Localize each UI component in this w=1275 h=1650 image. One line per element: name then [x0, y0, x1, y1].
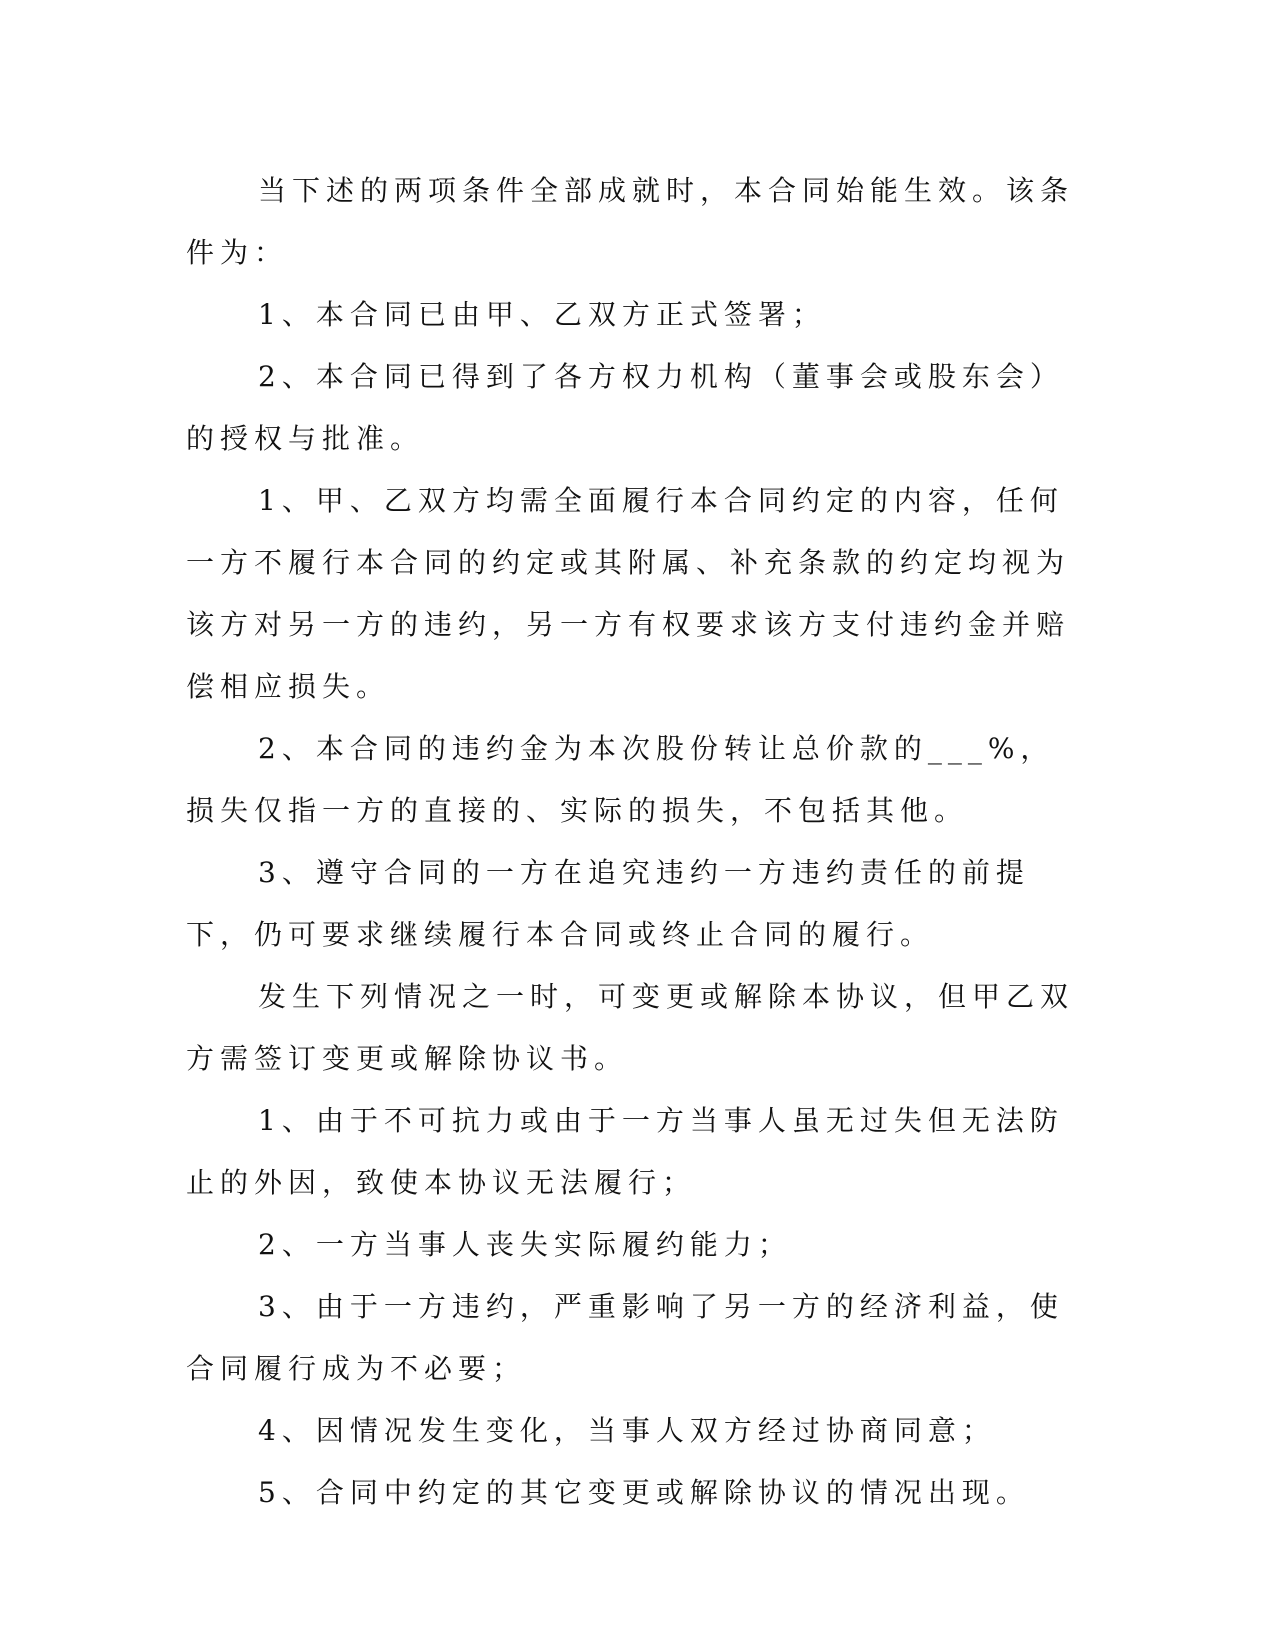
paragraph-breach-3: 3、遵守合同的一方在追究违约一方违约责任的前提下，仍可要求继续履行本合同或终止合同的履行。: [186, 856, 1030, 951]
document-body: [186, 160, 1086, 1524]
paragraph-effective-conditions: 当下述的两项条件全部成就时，本合同始能生效。该条件为：: [186, 174, 1075, 269]
paragraph-change-3: 3、由于一方违约，严重影响了另一方的经济利益，使合同履行成为不必要；: [186, 1290, 1064, 1385]
paragraph-change-2: 2、一方当事人丧失实际履约能力；: [258, 1228, 792, 1261]
paragraph-breach-1: 1、甲、乙双方均需全面履行本合同约定的内容，任何一方不履行本合同的约定或其附属、补充条款的约定均视为该方对另一方的违约，另一方有权要求该方支付违约金并赔偿相应损失。: [186, 484, 1071, 703]
paragraph-condition-1: 1、本合同已由甲、乙双方正式签署；: [258, 298, 826, 331]
paragraph-change-1: 1、由于不可抗力或由于一方当事人虽无过失但无法防止的外因，致使本协议无法履行；: [186, 1104, 1064, 1199]
paragraph-condition-2: 2、本合同已得到了各方权力机构（董事会或股东会）的授权与批准。: [186, 360, 1064, 455]
paragraph-change-termination: 发生下列情况之一时，可变更或解除本协议，但甲乙双方需签订变更或解除协议书。: [186, 980, 1075, 1075]
paragraph-change-5: 5、合同中约定的其它变更或解除协议的情况出现。: [258, 1476, 1030, 1509]
paragraph-breach-2: 2、本合同的违约金为本次股份转让总价款的___%，损失仅指一方的直接的、实际的损失，不包括其他。: [186, 732, 1055, 827]
paragraph-change-4: 4、因情况发生变化，当事人双方经过协商同意；: [258, 1414, 996, 1447]
